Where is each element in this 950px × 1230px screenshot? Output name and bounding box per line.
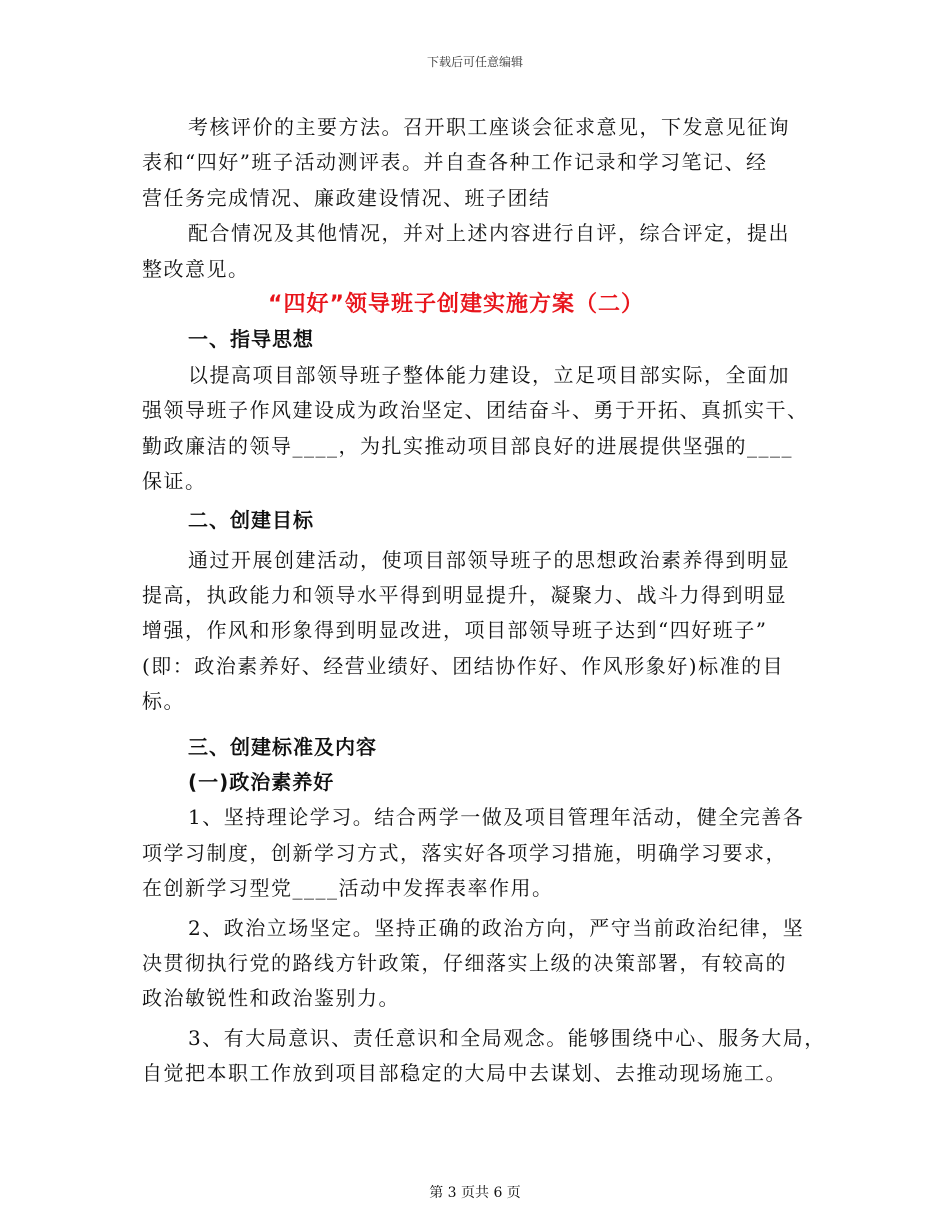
paragraph-line: 提高，执政能力和领导水平得到明显提升，凝聚力、战斗力得到明显 bbox=[142, 583, 787, 608]
paragraph-line: 考核评价的主要方法。召开职工座谈会征求意见，下发意见征询 bbox=[188, 115, 790, 139]
paragraph-line: 项学习制度，创新学习方式，落实好各项学习措施，明确学习要求， bbox=[142, 840, 787, 865]
section-heading: 一、指导思想 bbox=[188, 327, 314, 352]
paragraph-line: 标。 bbox=[142, 689, 185, 714]
paragraph-line: 自觉把本职工作放到项目部稳定的大局中去谋划、去推动现场施工。 bbox=[142, 1061, 787, 1086]
sub-heading: (一)政治素养好 bbox=[188, 770, 335, 795]
paragraph-line: 政治敏锐性和政治鉴别力。 bbox=[142, 986, 400, 1011]
paragraph-line: 通过开展创建活动，使项目部领导班子的思想政治素养得到明显 bbox=[188, 547, 790, 572]
paragraph-line: 2、政治立场坚定。坚持正确的政治方向，严守当前政治纪律，坚 bbox=[188, 915, 805, 940]
paragraph-line: 增强，作风和形象得到明显改进，项目部领导班子达到“四好班子” bbox=[142, 618, 768, 643]
paragraph-line: 表和“四好”班子活动测评表。并自查各种工作记录和学习笔记、经 bbox=[142, 150, 768, 175]
page-header: 下载后可任意编辑 bbox=[426, 55, 523, 69]
paragraph-line: 保证。 bbox=[142, 468, 207, 493]
paragraph-line: 1、坚持理论学习。结合两学一做及项目管理年活动，健全完善各 bbox=[188, 805, 805, 830]
paragraph-line: 勤政廉洁的领导____，为扎实推动项目部良好的进展提供坚强的____ bbox=[142, 433, 793, 458]
paragraph-line: 在创新学习型党____活动中发挥表率作用。 bbox=[142, 876, 554, 901]
document-title: “四好”领导班子创建实施方案（二） bbox=[268, 291, 644, 317]
paragraph-line: 整改意见。 bbox=[142, 256, 250, 281]
section-heading: 二、创建目标 bbox=[188, 508, 314, 533]
paragraph-line: 强领导班子作风建设成为政治坚定、团结奋斗、勇于开拓、真抓实干、 bbox=[142, 398, 809, 423]
paragraph-line: 配合情况及其他情况，并对上述内容进行自评，综合评定，提出 bbox=[188, 221, 790, 246]
page-footer: 第 3 页共 6 页 bbox=[429, 1185, 521, 1201]
paragraph-line: 营任务完成情况、廉政建设情况、班子团结 bbox=[142, 185, 551, 210]
paragraph-line: 以提高项目部领导班子整体能力建设，立足项目部实际，全面加 bbox=[188, 362, 790, 387]
paragraph-line: 3、有大局意识、责任意识和全局观念。能够围绕中心、服务大局， bbox=[188, 1025, 826, 1050]
document-body bbox=[142, 110, 826, 1092]
section-heading: 三、创建标准及内容 bbox=[188, 734, 377, 759]
paragraph-line: (即：政治素养好、经营业绩好、团结协作好、作风形象好)标准的目 bbox=[142, 653, 785, 678]
paragraph-line: 决贯彻执行党的路线方针政策，仔细落实上级的决策部署，有较高的 bbox=[142, 950, 787, 975]
